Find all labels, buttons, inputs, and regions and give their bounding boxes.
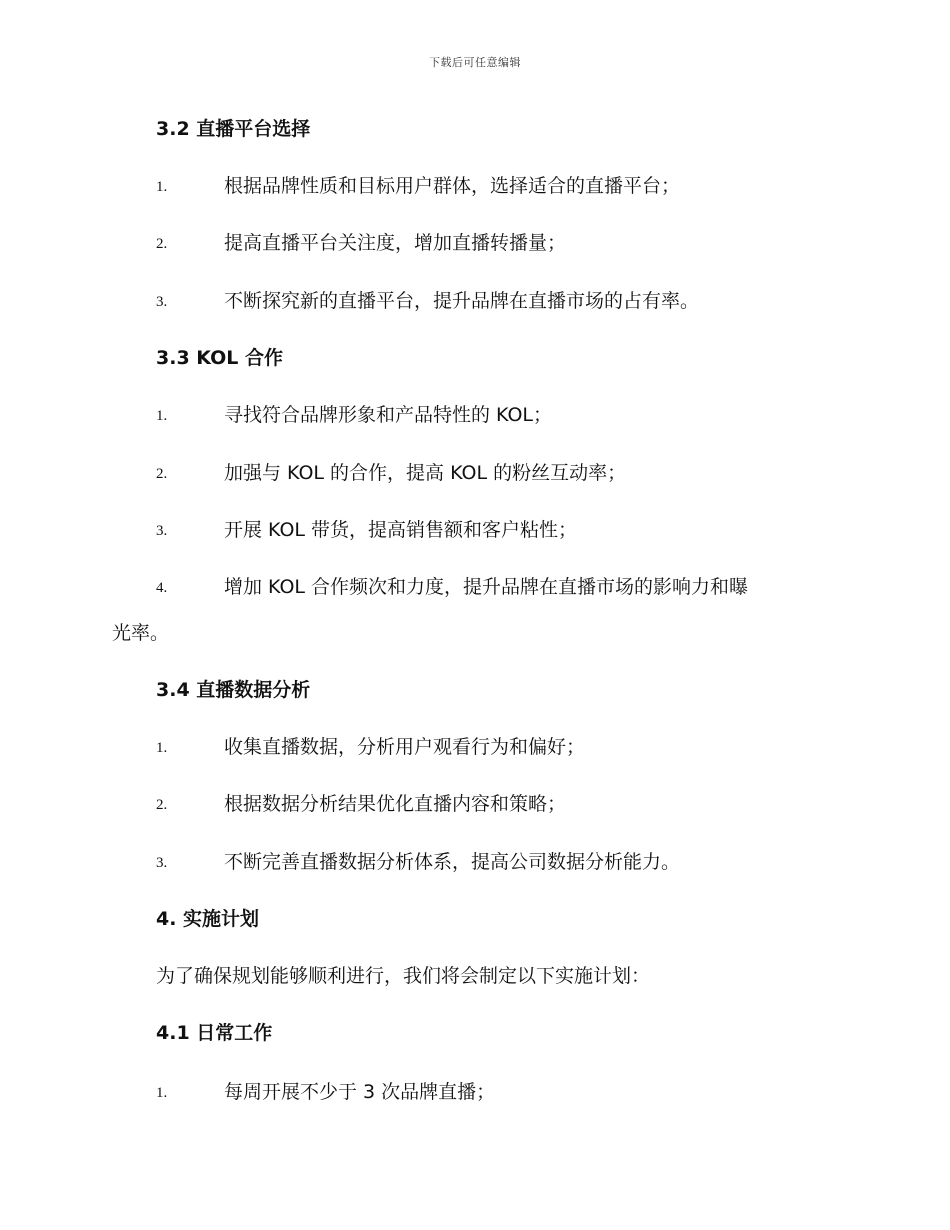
list-item-text: 不断探究新的直播平台，提升品牌在直播市场的占有率。	[224, 290, 700, 312]
list-item-number: 1.	[156, 179, 168, 195]
list-item-text: 开展 KOL 带货，提高销售额和客户粘性；	[224, 519, 578, 541]
list-item-text: 根据数据分析结果优化直播内容和策略；	[224, 793, 567, 815]
list-item-text: 寻找符合品牌形象和产品特性的 KOL；	[224, 404, 553, 426]
list-item-text: 收集直播数据，分析用户观看行为和偏好；	[224, 736, 586, 758]
section-heading-3-4: 3.4 直播数据分析	[156, 679, 311, 701]
list-item-number: 2.	[156, 236, 168, 252]
list-item-number: 1.	[156, 740, 168, 756]
section-heading-4: 4. 实施计划	[156, 908, 260, 930]
section-heading-4-1: 4.1 日常工作	[156, 1022, 273, 1044]
list-item-text: 加强与 KOL 的合作，提高 KOL 的粉丝互动率；	[224, 462, 627, 484]
list-item-text: 增加 KOL 合作频次和力度，提升品牌在直播市场的影响力和曝	[224, 576, 749, 598]
list-item-text: 提高直播平台关注度，增加直播转播量；	[224, 232, 567, 254]
list-item-number: 2.	[156, 797, 168, 813]
list-item-number: 2.	[156, 466, 168, 482]
list-item-number: 3.	[156, 855, 168, 871]
list-item-number: 3.	[156, 294, 168, 310]
list-item-number: 1.	[156, 1085, 168, 1101]
list-item-text: 根据品牌性质和目标用户群体，选择适合的直播平台；	[224, 175, 681, 197]
list-item-number: 3.	[156, 523, 168, 539]
section-heading-3-3: 3.3 KOL 合作	[156, 347, 284, 369]
list-item-text: 每周开展不少于 3 次品牌直播；	[224, 1081, 496, 1103]
list-item-text: 不断完善直播数据分析体系，提高公司数据分析能力。	[224, 851, 681, 873]
list-item-number: 4.	[156, 580, 168, 596]
body-paragraph: 为了确保规划能够顺利进行，我们将会制定以下实施计划：	[156, 965, 651, 987]
list-item-number: 1.	[156, 408, 168, 424]
list-item-continuation: 光率。	[112, 622, 170, 644]
section-heading-3-2: 3.2 直播平台选择	[156, 118, 311, 140]
page-header: 下载后可任意编辑	[429, 56, 521, 69]
